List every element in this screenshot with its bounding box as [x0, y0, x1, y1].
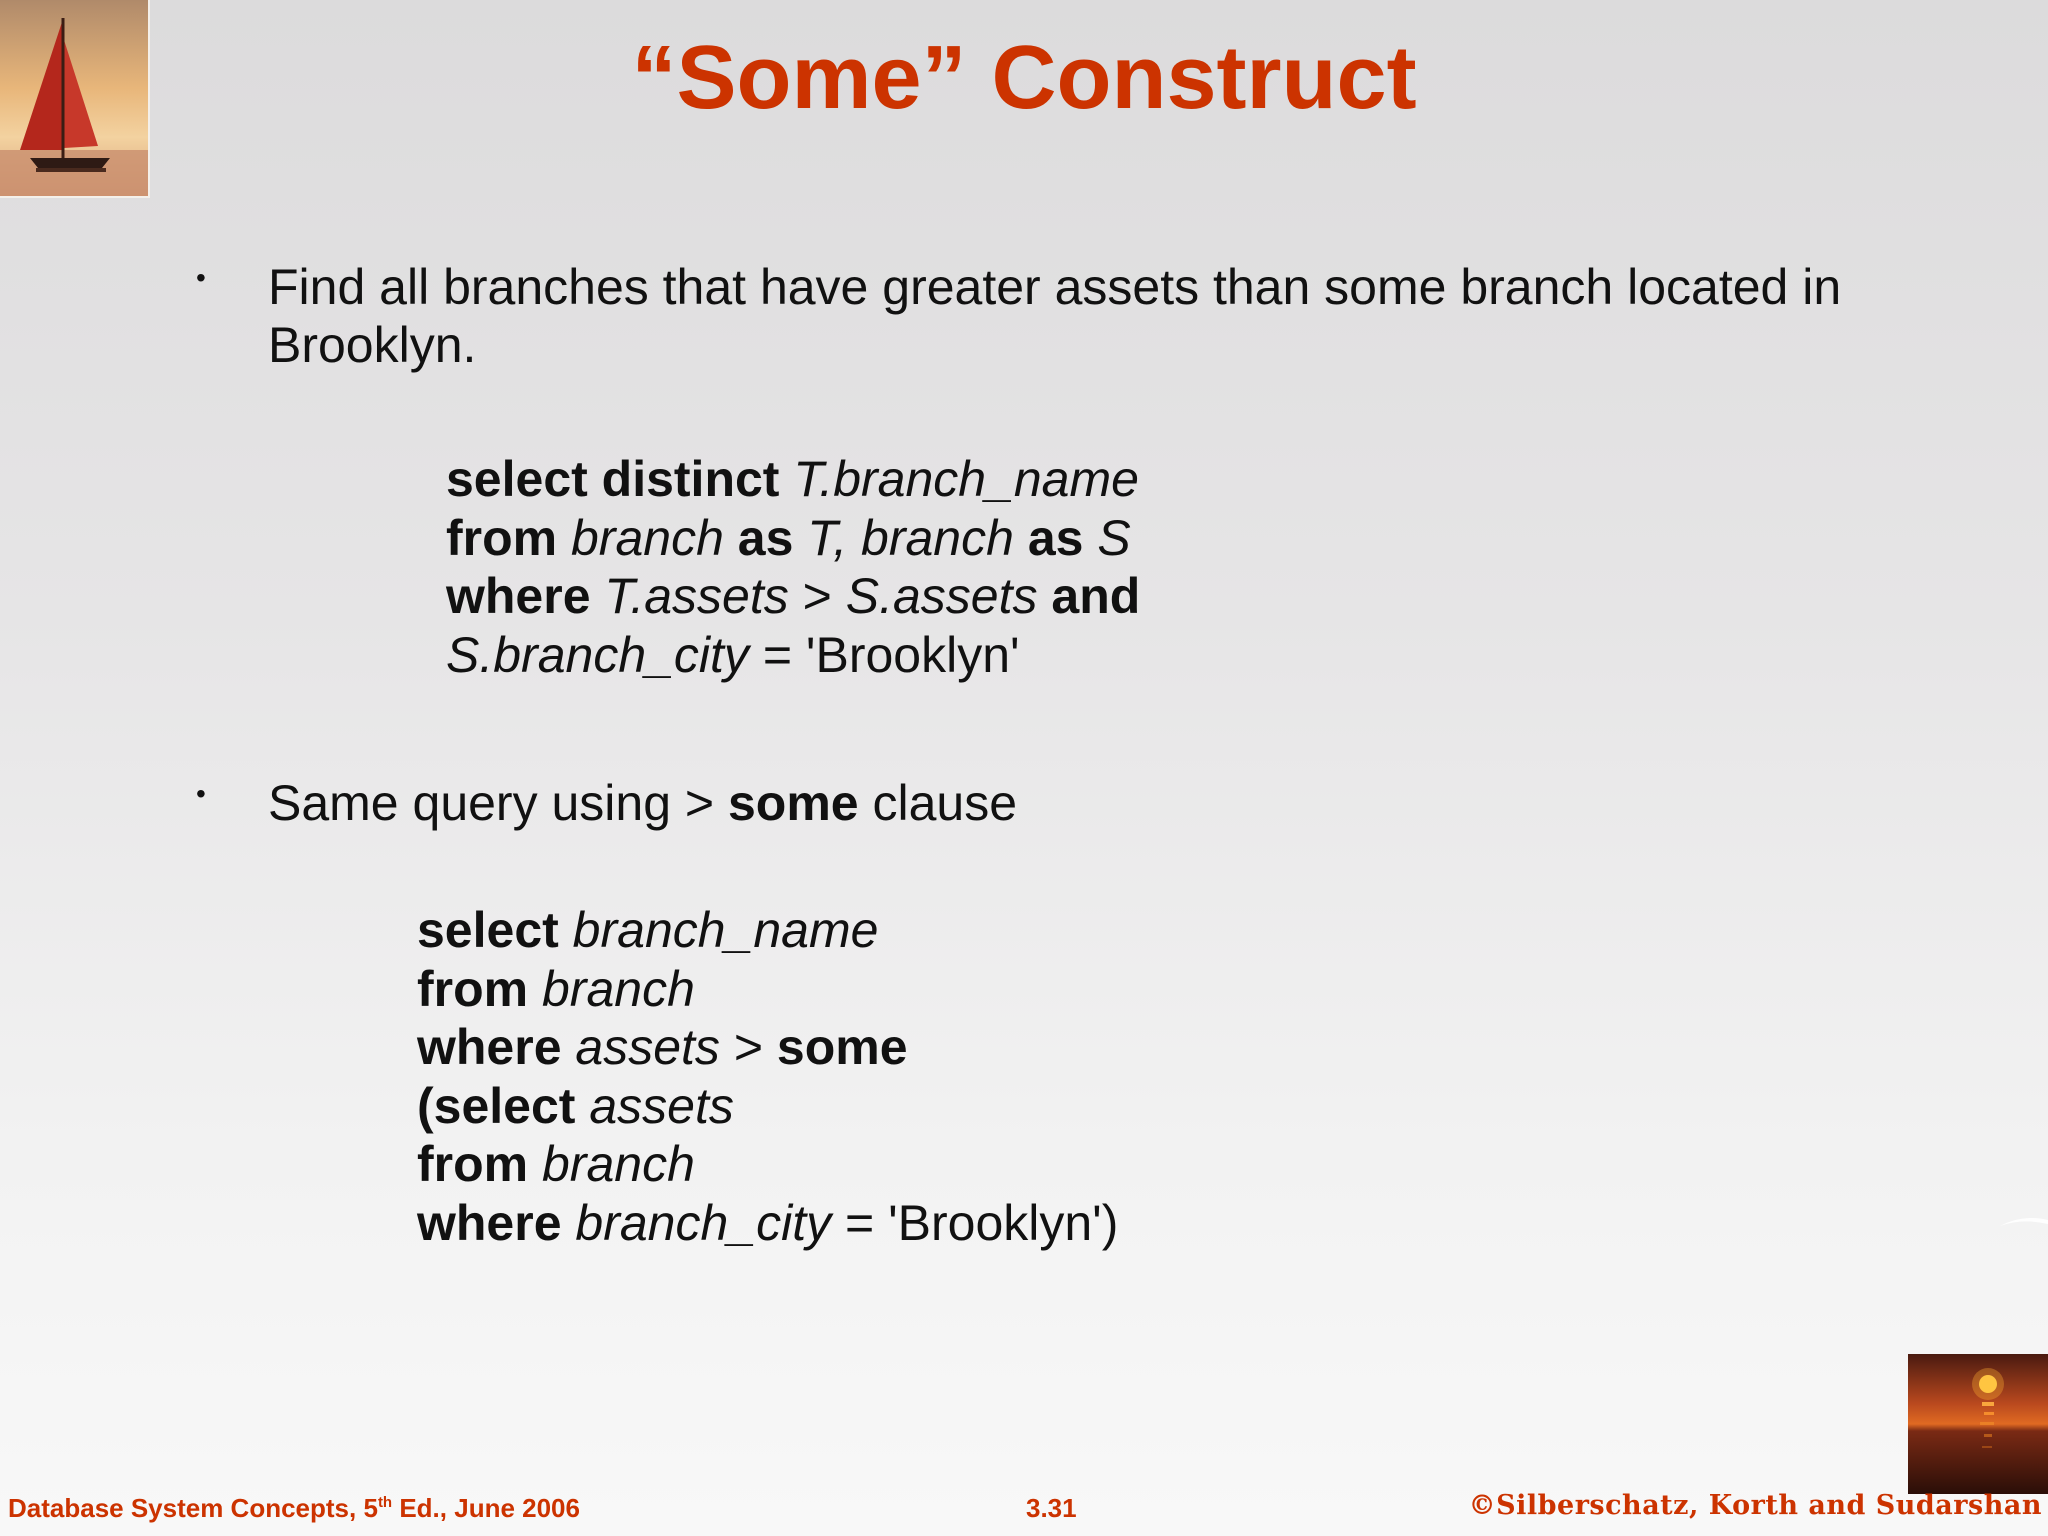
keyword-from: from	[446, 509, 558, 566]
alias-ref: S	[1083, 509, 1131, 566]
column-ref: T.assets	[590, 568, 789, 624]
query2-line-from	[417, 960, 1118, 1019]
query1-line-select	[446, 450, 1140, 509]
query2-line-subwhere	[417, 1194, 1118, 1253]
keyword-where: where	[446, 568, 591, 624]
keyword-from: from	[417, 1136, 529, 1192]
column-ref: S.assets	[845, 568, 1038, 624]
bullet-text-1: Find all branches that have greater assets than some branch located in Brooklyn.	[268, 259, 1842, 373]
column-ref: assets	[575, 1077, 734, 1134]
keyword-select-distinct: select distinct	[446, 451, 780, 507]
keyword-where: where	[417, 1194, 562, 1251]
column-ref: branch_name	[558, 902, 879, 958]
keyword-where: where	[417, 1019, 562, 1075]
keyword-as: as	[737, 509, 794, 566]
query1-line-where	[446, 567, 1140, 626]
column-ref: assets	[561, 1019, 720, 1075]
keyword-from: from	[417, 960, 529, 1017]
column-ref: S.branch_city	[446, 626, 749, 683]
column-ref: branch_city	[561, 1194, 832, 1251]
bullet-text-2	[268, 774, 1868, 832]
keyword-select: (select	[417, 1077, 576, 1134]
footer-edition-text: Ed., June 2006	[392, 1493, 580, 1523]
table-ref: branch	[557, 509, 738, 566]
query1-line-from	[446, 509, 1140, 568]
sunset-logo	[1908, 1354, 2048, 1494]
column-ref: T.branch_name	[779, 451, 1139, 507]
keyword-and: and	[1037, 568, 1141, 624]
bullet-text-part: clause	[858, 775, 1018, 831]
sql-query-some	[417, 901, 1118, 1252]
footer-book-title	[8, 1493, 580, 1524]
decorative-swoosh	[1998, 1212, 2048, 1232]
query2-line-select	[417, 901, 1118, 960]
query2-line-where	[417, 1018, 1118, 1077]
table-ref: branch	[528, 1136, 695, 1192]
operator: >	[788, 568, 846, 624]
keyword-as: as	[1027, 509, 1084, 566]
query1-line-condition	[446, 626, 1140, 685]
footer-edition-sup: th	[377, 1494, 393, 1511]
footer-copyright: ©Silberschatz, Korth and Sudarshan	[1468, 1490, 2042, 1521]
sql-query-join	[446, 450, 1140, 684]
bullet-text-part: Same query using >	[268, 775, 728, 831]
table-ref: T, branch	[793, 509, 1028, 566]
footer-page-number: 3.31	[1026, 1493, 1077, 1523]
literal: = 'Brooklyn')	[831, 1194, 1119, 1251]
bullet-point: •	[196, 262, 206, 293]
literal: = 'Brooklyn'	[748, 626, 1020, 683]
keyword-select: select	[417, 902, 559, 958]
bullet-point: •	[196, 778, 206, 809]
table-ref: branch	[528, 960, 695, 1017]
keyword-some: some	[728, 775, 859, 831]
query2-line-subselect	[417, 1077, 1118, 1136]
slide-title: “Some” Construct	[631, 28, 1417, 128]
keyword-some: some	[776, 1019, 908, 1075]
footer-title-text: Database System Concepts, 5	[8, 1493, 378, 1523]
query2-line-subfrom	[417, 1135, 1118, 1194]
operator: >	[719, 1019, 777, 1075]
